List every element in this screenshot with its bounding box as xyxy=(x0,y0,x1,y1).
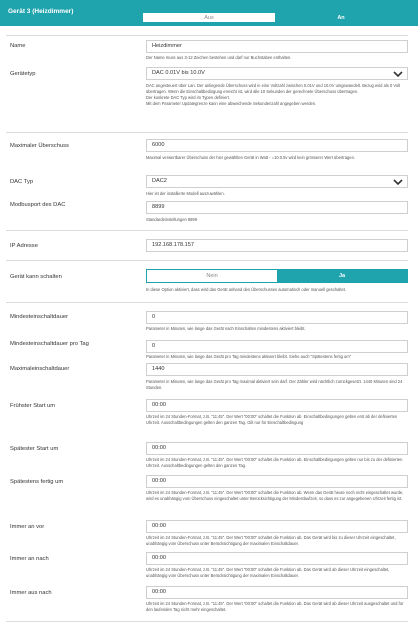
max-surplus-help: Maximal verwertbarer Überschuss der hier gewählten Gerät in Watt - =10.0.5v wird kein grösserer Wert übertragen. xyxy=(146,155,355,160)
always-on-after-input[interactable]: 00:00 xyxy=(146,552,408,565)
name-help: Der Name muss aus 3-12 Zeichen bestehen und darf nur Buchstaben enthalten. xyxy=(146,55,292,60)
max-surplus-label: Maximaler Überschuss xyxy=(10,143,69,149)
min-on-time-help: Parameter in Minuten, wie lange das Gerät nach Einschalten mindestens aktiviert bleibt. xyxy=(146,326,306,331)
divider xyxy=(6,35,408,36)
min-on-time-input[interactable]: 0 xyxy=(146,311,408,324)
always-on-before-label: Immer an vor xyxy=(10,524,45,530)
device-on-option[interactable]: An xyxy=(275,13,407,22)
can-switch-yes-option[interactable]: Ja xyxy=(277,270,407,282)
divider xyxy=(6,260,408,261)
max-on-time-help: Parameter in Minuten, wie lange das Gerät pro Tag maximal aktiviert sein darf. Der Zähler wird nächtlich zurückgesetzt. 1440 Minuten sind 24 Stunden. xyxy=(146,379,403,390)
earliest-start-help: Uhrzeit im 24 Stunden-Format, z.B. "11:45". Der Wert "00:00" schaltet die Funktion ab. Einschaltbedingungen gelten erst ab der definierten Uhrzeit. Ausschaltbedingungen gelten den ganzen Tag. Gilt nur für Einschaltbedingung xyxy=(146,414,398,425)
device-off-option[interactable]: Aus xyxy=(143,13,275,22)
always-off-after-input[interactable]: 00:00 xyxy=(146,586,408,599)
latest-start-input[interactable]: 00:00 xyxy=(146,442,408,455)
modbus-port-help: Standardeinstellungen 8899 xyxy=(146,217,197,222)
finish-by-help: Uhrzeit im 24 Stunden-Format, z.B. "11:45". Der Wert "00:00" schaltet die Funktion ab. Wenn das Gerät heute noch nicht eingeschaltet wurde, wird es unabhängig vom Überschuss eingeschaltet unter Berücksichtigung der Mindestlaufzeit, so dass es zur angegebenen Uhrzeit fertig ist. xyxy=(146,490,404,501)
always-on-before-help: Uhrzeit im 24 Stunden-Format, z.B. "11:45". Der Wert "00:00" schaltet die Funktion ab. Das Gerät wird bis zu dieser Uhrzeit eingeschaltet, unabhängig vom Überschuss unter Berücksichtigung der maximalen Einschaltdauer. xyxy=(146,535,396,546)
earliest-start-label: Frühster Start um xyxy=(10,403,56,409)
max-on-time-label: Maximaleinschaltdauer xyxy=(10,366,70,372)
min-on-time-label: Mindesteinschaltdauer xyxy=(10,314,69,320)
always-off-after-help: Uhrzeit im 24 Stunden-Format, z.B. "11:45". Der Wert "00:00" schaltet die Funktion ab. Das Gerät wird ab dieser Uhrzeit ausgeschaltet und für den laufenden Tag nicht mehr eingeschaltet. xyxy=(146,601,404,612)
device-header xyxy=(0,0,418,26)
min-on-per-day-help: Parameter in Minuten, wie lange das Gerät pro Tag mindestens aktiviert bleibt. Siehe auch "Spätestens fertig um" xyxy=(146,354,352,359)
always-off-after-label: Immer aus nach xyxy=(10,590,52,596)
modbus-port-input[interactable]: 8899 xyxy=(146,201,408,214)
dac-type-label: DAC Typ xyxy=(10,179,34,185)
divider xyxy=(6,230,408,231)
chevron-down-icon xyxy=(393,70,403,78)
device-enable-toggle[interactable] xyxy=(142,12,408,23)
max-surplus-input[interactable]: 6000 xyxy=(146,139,408,152)
device-type-help-1: DAC angesteuert über Lan. Der anliegende Überschuss wird in eine Voltzahl zwischen 0.01V und 10.0V umgewandelt. Bezug wird als 0 Volt übertragen. Wenn die Einschaltbedingung erreicht ist, wird alle 10 Sekunden der gerechnete Überschuss übertragen. xyxy=(146,83,401,94)
name-input[interactable]: Heizdimmer xyxy=(146,40,408,53)
device-type-help-3: Mit dem Parameter Updategrenze kann eine abweichende Sekundenzahl angegeben werden. xyxy=(146,101,317,106)
device-type-help xyxy=(146,83,408,107)
device-type-help-2: Der konkrete DAC Typ wird im Typen definiert. xyxy=(146,95,231,100)
can-switch-no-option[interactable]: Nein xyxy=(147,270,277,282)
dac-type-value: DAC2 xyxy=(152,178,167,184)
earliest-start-input[interactable]: 00:00 xyxy=(146,399,408,412)
latest-start-label: Spätester Start um xyxy=(10,446,59,452)
name-label: Name xyxy=(10,43,26,49)
can-switch-label: Gerät kann schalten xyxy=(10,274,62,280)
device-type-select[interactable] xyxy=(146,67,408,80)
divider xyxy=(6,621,408,622)
ip-label: IP Adresse xyxy=(10,243,38,249)
can-switch-help: In diese Option aktiviert, dass wird das Gerät anhand des Überschusses automatisch oder manuell geschaltet. xyxy=(146,287,347,292)
device-type-label: Gerätetyp xyxy=(10,71,36,77)
can-switch-toggle[interactable] xyxy=(146,269,408,283)
always-on-after-label: Immer an nach xyxy=(10,556,49,562)
min-on-per-day-input[interactable]: 0 xyxy=(146,340,408,353)
dac-type-help: Hier ist der installierte Modell auszuwählen. xyxy=(146,191,225,196)
dac-type-select[interactable] xyxy=(146,175,408,188)
modbus-port-label: Modbusport des DAC xyxy=(10,202,66,208)
ip-input[interactable]: 192.168.178.157 xyxy=(146,239,408,252)
divider xyxy=(6,132,408,133)
divider xyxy=(6,302,408,303)
always-on-before-input[interactable]: 00:00 xyxy=(146,520,408,533)
latest-start-help: Uhrzeit im 24 Stunden-Format, z.B. "11:45". Der Wert "00:00" schaltet die Funktion ab. Einschaltbedingungen gelten nur bis zu der definierten Uhrzeit. Ausschaltbedingungen gelten den ganzen Tag. xyxy=(146,457,403,468)
finish-by-label: Spätestens fertig um xyxy=(10,479,64,485)
min-on-per-day-label: Mindesteinschaltdauer pro Tag xyxy=(10,341,89,347)
chevron-down-icon xyxy=(393,178,403,186)
max-on-time-input[interactable]: 1440 xyxy=(146,363,408,376)
finish-by-input[interactable]: 00:00 xyxy=(146,475,408,488)
always-on-after-help: Uhrzeit im 24 Stunden-Format, z.B. "11:45". Der Wert "00:00" schaltet die Funktion ab. Das Gerät wird ab dieser Uhrzeit eingeschaltet, unabhängig vom Überschuss unter Berücksichtigung der maximalen Einschaltdauer. xyxy=(146,567,390,578)
device-title: Gerät 3 (Heizdimmer) xyxy=(8,8,74,15)
device-type-value: DAC 0.01V bis 10.0V xyxy=(152,70,205,76)
